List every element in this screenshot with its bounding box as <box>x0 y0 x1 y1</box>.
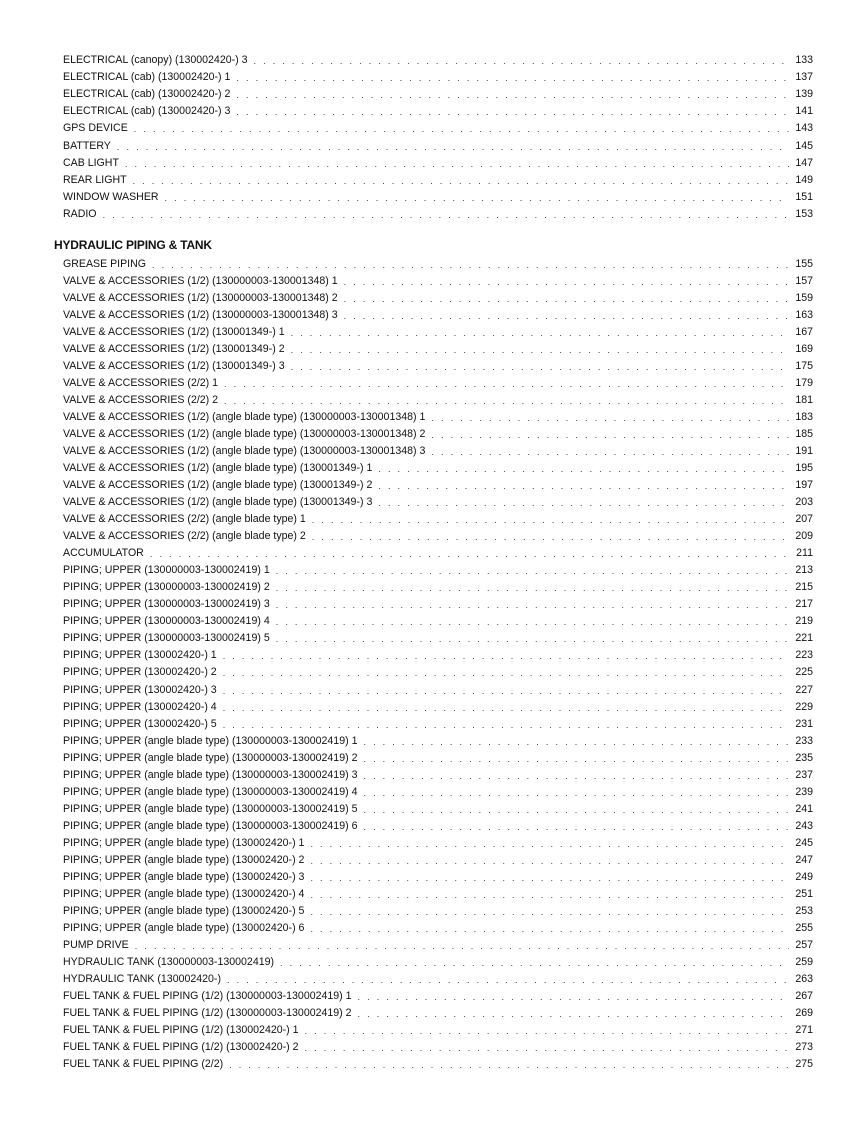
toc-entry[interactable] <box>63 86 813 103</box>
toc-entry[interactable] <box>63 630 813 647</box>
toc-entry[interactable] <box>63 426 813 443</box>
toc-entry-label: PIPING; UPPER (130000003-130002419) 5 <box>63 632 270 645</box>
toc-entry[interactable] <box>63 256 813 273</box>
toc-dot-leader <box>378 462 789 477</box>
toc-entry-label: VALVE & ACCESSORIES (1/2) (angle blade type) (130001349-) 2 <box>63 479 373 492</box>
toc-entry-page-number: 137 <box>795 71 813 84</box>
toc-dot-leader <box>280 956 789 971</box>
toc-entry-page-number: 229 <box>795 700 813 713</box>
toc-entry-page-number: 269 <box>795 1006 813 1019</box>
toc-entry[interactable] <box>63 903 813 920</box>
toc-entry-page-number: 169 <box>795 343 813 356</box>
toc-entry[interactable] <box>63 920 813 937</box>
toc-entry-label: HYDRAULIC TANK (130000003-130002419) <box>63 955 275 968</box>
toc-entry-page-number: 181 <box>795 394 813 407</box>
toc-dot-leader <box>236 71 789 86</box>
toc-entry-label: VALVE & ACCESSORIES (2/2) 1 <box>63 377 219 390</box>
toc-dot-leader <box>310 854 789 869</box>
toc-entry-page-number: 253 <box>795 904 813 917</box>
toc-entry-page-number: 271 <box>795 1023 813 1036</box>
toc-entry-page-number: 153 <box>795 207 813 220</box>
toc-entry-page-number: 155 <box>795 258 813 270</box>
toc-entry[interactable] <box>63 1005 813 1022</box>
toc-entry[interactable] <box>63 699 813 716</box>
toc-entry-label: VALVE & ACCESSORIES (1/2) (angle blade type) (130001349-) 1 <box>63 462 373 475</box>
toc-entry-label: PIPING; UPPER (angle blade type) (130000003-130002419) 1 <box>63 734 358 747</box>
toc-entry-page-number: 209 <box>795 530 813 543</box>
toc-entry-page-number: 251 <box>795 887 813 900</box>
toc-entry-page-number: 243 <box>795 819 813 832</box>
toc-entry-label: FUEL TANK & FUEL PIPING (1/2) (130002420-) 1 <box>63 1023 299 1036</box>
toc-dot-leader <box>344 292 789 307</box>
toc-entry-label: VALVE & ACCESSORIES (1/2) (angle blade type) (130001349-) 3 <box>63 496 373 509</box>
toc-entry[interactable] <box>63 545 813 562</box>
toc-entry-page-number: 267 <box>795 989 813 1002</box>
toc-entry-page-number: 143 <box>795 122 813 135</box>
toc-entry-label: ELECTRICAL (canopy) (130002420-) 3 <box>63 54 248 66</box>
toc-dot-leader <box>236 105 789 120</box>
toc-entry-label: VALVE & ACCESSORIES (1/2) (130001349-) 1 <box>63 326 285 339</box>
toc-entry-page-number: 223 <box>795 649 813 662</box>
toc-entry-page-number: 141 <box>795 105 813 118</box>
toc-entry[interactable] <box>63 189 813 206</box>
toc-entry[interactable] <box>63 528 813 545</box>
toc-entry-label: PIPING; UPPER (130000003-130002419) 3 <box>63 598 270 611</box>
toc-entry-page-number: 133 <box>795 54 813 66</box>
toc-entry-label: PUMP DRIVE <box>63 938 129 951</box>
toc-dot-leader <box>133 174 789 189</box>
toc-entry-label: FUEL TANK & FUEL PIPING (1/2) (130000003-130002419) 1 <box>63 989 352 1002</box>
toc-dot-leader <box>310 837 789 852</box>
toc-entry-page-number: 239 <box>795 785 813 798</box>
toc-entry-label: PIPING; UPPER (angle blade type) (130002420-) 6 <box>63 921 305 934</box>
toc-entry[interactable] <box>63 103 813 120</box>
toc-entry-page-number: 157 <box>795 275 813 288</box>
toc-entry-label: GPS DEVICE <box>63 122 128 135</box>
toc-entry-label: PIPING; UPPER (angle blade type) (130002420-) 5 <box>63 904 305 917</box>
toc-dot-leader <box>344 309 789 324</box>
toc-entry-page-number: 159 <box>795 292 813 305</box>
toc-entry-page-number: 167 <box>795 326 813 339</box>
toc-dot-leader <box>312 530 789 545</box>
toc-entry-page-number: 145 <box>795 139 813 152</box>
toc-dot-leader <box>291 326 789 341</box>
toc-dot-leader <box>305 1024 789 1039</box>
toc-dot-leader <box>150 547 789 562</box>
toc-dot-leader <box>358 1007 789 1022</box>
toc-entry-label: VALVE & ACCESSORIES (1/2) (130001349-) 2 <box>63 343 285 356</box>
toc-entry-page-number: 163 <box>795 309 813 322</box>
toc-entry[interactable] <box>63 460 813 477</box>
toc-dot-leader <box>431 428 789 443</box>
toc-entry[interactable] <box>63 818 813 835</box>
toc-entry-label: RADIO <box>63 207 97 220</box>
toc-dot-leader <box>358 990 789 1005</box>
toc-entry-page-number: 219 <box>795 615 813 628</box>
toc-entry[interactable] <box>63 409 813 426</box>
toc-entry[interactable] <box>63 784 813 801</box>
toc-entry-page-number: 203 <box>795 496 813 509</box>
toc-dot-leader <box>223 649 789 664</box>
toc-entry-page-number: 197 <box>795 479 813 492</box>
toc-entry-page-number: 237 <box>795 768 813 781</box>
toc-dot-leader <box>227 973 789 988</box>
toc-dot-leader <box>312 513 789 528</box>
toc-entry[interactable] <box>63 733 813 750</box>
toc-entry[interactable] <box>63 477 813 494</box>
toc-entry[interactable] <box>63 716 813 733</box>
toc-dot-leader <box>223 718 789 733</box>
toc-entry-page-number: 225 <box>795 666 813 679</box>
toc-entry-page-number: 217 <box>795 598 813 611</box>
toc-entry-label: PIPING; UPPER (angle blade type) (130002420-) 4 <box>63 887 305 900</box>
toc-entry-page-number: 185 <box>795 428 813 441</box>
toc-dot-leader <box>117 140 789 155</box>
toc-entry[interactable] <box>63 664 813 681</box>
toc-entry-page-number: 191 <box>795 445 813 458</box>
toc-dot-leader <box>378 479 789 494</box>
toc-entry[interactable] <box>63 596 813 613</box>
toc-entry-label: VALVE & ACCESSORIES (1/2) (130000003-130001348) 3 <box>63 309 338 322</box>
toc-dot-leader <box>363 786 789 801</box>
toc-entry[interactable] <box>63 206 813 223</box>
toc-entry-label: ELECTRICAL (cab) (130002420-) 1 <box>63 71 231 84</box>
toc-entry-page-number: 227 <box>795 683 813 696</box>
toc-entry-label: PIPING; UPPER (130002420-) 1 <box>63 649 217 662</box>
toc-entry-page-number: 215 <box>795 581 813 594</box>
toc-dot-leader <box>134 122 789 137</box>
toc-entry-label: HYDRAULIC TANK (130002420-) <box>63 972 221 985</box>
toc-entry[interactable] <box>63 392 813 409</box>
toc-entry[interactable] <box>63 988 813 1005</box>
toc-entry[interactable] <box>63 682 813 699</box>
toc-entry-page-number: 249 <box>795 870 813 883</box>
toc-entry-page-number: 139 <box>795 88 813 101</box>
toc-entry-label: FUEL TANK & FUEL PIPING (2/2) <box>63 1057 224 1070</box>
toc-entry[interactable] <box>63 494 813 511</box>
toc-dot-leader <box>224 394 789 409</box>
toc-entry[interactable] <box>63 954 813 971</box>
toc-dot-leader <box>135 939 789 954</box>
toc-entry-page-number: 183 <box>795 411 813 424</box>
toc-entry-page-number: 147 <box>795 156 813 169</box>
toc-entry[interactable] <box>63 52 813 69</box>
toc-dot-leader <box>276 598 789 613</box>
toc-dot-leader <box>223 684 789 699</box>
toc-entry-label: PIPING; UPPER (angle blade type) (130002420-) 1 <box>63 836 305 849</box>
toc-dot-leader <box>291 360 789 375</box>
toc-dot-leader <box>165 191 789 206</box>
toc-entry-label: WINDOW WASHER <box>63 190 159 203</box>
toc-dot-leader <box>305 1041 789 1056</box>
toc-entry-label: PIPING; UPPER (angle blade type) (130000003-130002419) 2 <box>63 751 358 764</box>
toc-dot-leader <box>310 871 789 886</box>
toc-dot-leader <box>125 157 789 172</box>
toc-dot-leader <box>276 581 789 596</box>
toc-entry[interactable] <box>63 767 813 784</box>
toc-entry[interactable] <box>63 155 813 172</box>
toc-dot-leader <box>378 496 789 511</box>
toc-entry[interactable] <box>63 886 813 903</box>
toc-entry-page-number: 263 <box>795 972 813 985</box>
toc-entry[interactable] <box>63 647 813 664</box>
toc-dot-leader <box>103 208 789 223</box>
toc-entry[interactable] <box>63 69 813 86</box>
toc-entry[interactable] <box>63 324 813 341</box>
toc-entry-label: VALVE & ACCESSORIES (1/2) (130000003-130001348) 1 <box>63 275 338 288</box>
toc-entry-label: PIPING; UPPER (130002420-) 4 <box>63 700 217 713</box>
toc-entry[interactable] <box>63 562 813 579</box>
toc-entry[interactable] <box>63 852 813 869</box>
toc-entry-label: VALVE & ACCESSORIES (2/2) (angle blade type) 2 <box>63 530 306 543</box>
toc-entry[interactable] <box>63 1039 813 1056</box>
toc-entry[interactable] <box>63 273 813 290</box>
toc-entry-page-number: 273 <box>795 1040 813 1053</box>
toc-entry-page-number: 259 <box>795 955 813 968</box>
toc-dot-leader <box>224 377 789 392</box>
toc-entry-label: ACCUMULATOR <box>63 547 144 560</box>
toc-entry-page-number: 179 <box>795 377 813 390</box>
toc-entry-label: FUEL TANK & FUEL PIPING (1/2) (130002420-) 2 <box>63 1040 299 1053</box>
toc-dot-leader <box>344 275 789 290</box>
toc-entry[interactable] <box>63 443 813 460</box>
toc-entry[interactable] <box>63 375 813 392</box>
toc-dot-leader <box>363 752 789 767</box>
toc-entry[interactable] <box>63 172 813 189</box>
toc-dot-leader <box>291 343 789 358</box>
toc-entry-label: PIPING; UPPER (130000003-130002419) 1 <box>63 564 270 577</box>
toc-dot-leader <box>363 820 789 835</box>
toc-dot-leader <box>310 922 789 937</box>
toc-entry-page-number: 213 <box>795 564 813 577</box>
toc-entry-label: GREASE PIPING <box>63 258 147 270</box>
toc-dot-leader <box>431 411 789 426</box>
toc-entry-label: PIPING; UPPER (angle blade type) (130002420-) 3 <box>63 870 305 883</box>
toc-entry-label: PIPING; UPPER (angle blade type) (130000003-130002419) 6 <box>63 819 358 832</box>
toc-entry[interactable] <box>63 120 813 137</box>
toc-entry-page-number: 149 <box>795 173 813 186</box>
toc-dot-leader <box>363 769 789 784</box>
toc-entry[interactable] <box>63 358 813 375</box>
toc-entry[interactable] <box>63 971 813 988</box>
toc-entry-page-number: 221 <box>795 632 813 645</box>
toc-entry[interactable] <box>63 511 813 528</box>
toc-dot-leader <box>223 701 789 716</box>
toc-dot-leader <box>152 258 789 273</box>
toc-dot-leader <box>363 735 789 750</box>
toc-entry-label: ELECTRICAL (cab) (130002420-) 3 <box>63 105 231 118</box>
toc-entry-page-number: 255 <box>795 921 813 934</box>
toc-entry-label: VALVE & ACCESSORIES (1/2) (angle blade type) (130000003-130001348) 3 <box>63 445 426 458</box>
toc-dot-leader <box>276 615 789 630</box>
toc-entry[interactable] <box>63 1022 813 1039</box>
toc-dot-leader <box>310 888 789 903</box>
toc-dot-leader <box>229 1058 789 1073</box>
toc-entry-label: VALVE & ACCESSORIES (1/2) (angle blade type) (130000003-130001348) 1 <box>63 411 426 424</box>
toc-entry-page-number: 241 <box>795 802 813 815</box>
toc-dot-leader <box>223 666 789 681</box>
toc-entry-label: REAR LIGHT <box>63 173 127 186</box>
toc-entry-label: VALVE & ACCESSORIES (1/2) (130001349-) 3 <box>63 360 285 373</box>
toc-entry-page-number: 245 <box>795 836 813 849</box>
toc-dot-leader <box>310 905 789 920</box>
toc-entry-page-number: 233 <box>795 734 813 747</box>
toc-entry-page-number: 235 <box>795 751 813 764</box>
toc-entry-label: PIPING; UPPER (angle blade type) (130000003-130002419) 4 <box>63 785 358 798</box>
toc-entry-label: PIPING; UPPER (130002420-) 2 <box>63 666 217 679</box>
toc-entry-label: PIPING; UPPER (130002420-) 5 <box>63 717 217 730</box>
toc-dot-leader <box>236 88 789 103</box>
toc-entry-label: PIPING; UPPER (angle blade type) (130000003-130002419) 3 <box>63 768 358 781</box>
toc-entry[interactable] <box>63 869 813 886</box>
toc-entry-page-number: 175 <box>795 360 813 373</box>
toc-entry-label: BATTERY <box>63 139 111 152</box>
toc-entry[interactable] <box>63 801 813 818</box>
toc-entry[interactable] <box>63 750 813 767</box>
toc-entry[interactable] <box>63 138 813 155</box>
toc-entry-page-number: 247 <box>795 853 813 866</box>
toc-dot-leader <box>254 54 789 69</box>
toc-entry[interactable] <box>63 937 813 954</box>
toc-entry-page-number: 275 <box>795 1057 813 1070</box>
toc-entry-page-number: 207 <box>795 513 813 526</box>
toc-entry-label: CAB LIGHT <box>63 156 119 169</box>
toc-entry-label: VALVE & ACCESSORIES (2/2) (angle blade type) 1 <box>63 513 306 526</box>
toc-entry-label: PIPING; UPPER (angle blade type) (130002420-) 2 <box>63 853 305 866</box>
toc-entry-page-number: 231 <box>795 717 813 730</box>
toc-entry-page-number: 257 <box>795 938 813 951</box>
toc-entry[interactable] <box>63 835 813 852</box>
section-heading-hydraulic: HYDRAULIC PIPING & TANK <box>54 238 212 252</box>
toc-dot-leader <box>276 632 789 647</box>
toc-dot-leader <box>276 564 789 579</box>
toc-entry-page-number: 151 <box>795 190 813 203</box>
toc-entry-label: VALVE & ACCESSORIES (1/2) (130000003-130001348) 2 <box>63 292 338 305</box>
toc-entry-page-number: 195 <box>795 462 813 475</box>
toc-entry[interactable] <box>63 290 813 307</box>
toc-entry[interactable] <box>63 307 813 324</box>
toc-entry[interactable] <box>63 579 813 596</box>
toc-entry[interactable] <box>63 1056 813 1073</box>
toc-entry[interactable] <box>63 341 813 358</box>
toc-dot-leader <box>431 445 789 460</box>
toc-entry-label: ELECTRICAL (cab) (130002420-) 2 <box>63 88 231 101</box>
toc-entry-label: FUEL TANK & FUEL PIPING (1/2) (130000003-130002419) 2 <box>63 1006 352 1019</box>
toc-dot-leader <box>363 803 789 818</box>
toc-entry[interactable] <box>63 613 813 630</box>
toc-entry-label: VALVE & ACCESSORIES (2/2) 2 <box>63 394 219 407</box>
toc-entry-page-number: 211 <box>796 547 813 560</box>
toc-entry-label: PIPING; UPPER (130002420-) 3 <box>63 683 217 696</box>
toc-entry-label: PIPING; UPPER (130000003-130002419) 2 <box>63 581 270 594</box>
toc-entry-label: VALVE & ACCESSORIES (1/2) (angle blade type) (130000003-130001348) 2 <box>63 428 426 441</box>
toc-entry-label: PIPING; UPPER (angle blade type) (130000003-130002419) 5 <box>63 802 358 815</box>
toc-entry-label: PIPING; UPPER (130000003-130002419) 4 <box>63 615 270 628</box>
